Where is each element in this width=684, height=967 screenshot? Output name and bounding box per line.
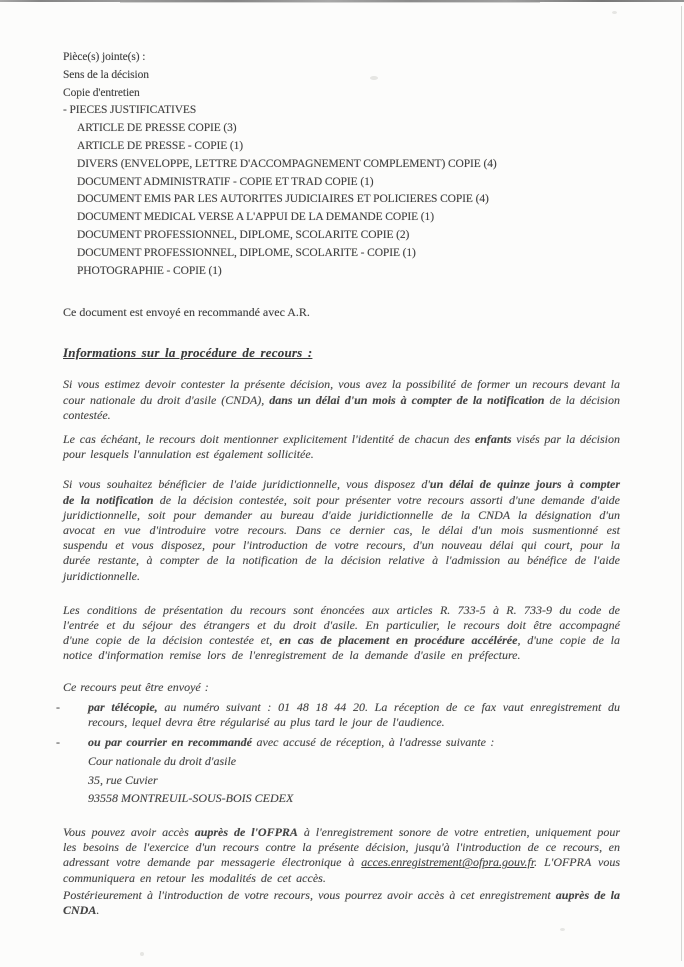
- text-segment: par télécopie,: [88, 699, 158, 714]
- email-address: acces.enregistrement@ofpra.gouv.fr: [361, 855, 535, 870]
- text-segment: Les conditions de présentation du recours sont énoncées aux articles R. 733-5 à R. 733-9 du code de l'entrée et du séjour des étrangers et du droit d'asile. En particulier, le recours doit être accompagné d'une copie de la décision contestée et,: [63, 602, 620, 648]
- scan-smudge: [560, 928, 565, 931]
- attachments-list: [63, 67, 620, 281]
- text-segment: un délai de quinze jours à compter de la notification: [63, 477, 620, 507]
- text-segment: à l'enregistrement sonore de votre entretien, uniquement pour les besoins de l'exercice d'un recours contre la présente décision, jusqu'à l'introduction de ce recours, en adressant votre demande par messagerie électronique à: [63, 824, 620, 870]
- envoi-intro: Ce recours peut être envoyé :: [63, 679, 209, 694]
- attachment-line: ARTICLE DE PRESSE COPIE (3): [77, 122, 237, 135]
- attachments-label: Pièce(s) jointe(s) :: [63, 51, 146, 63]
- courrier-text: [88, 735, 620, 750]
- attachments-section: [63, 49, 620, 280]
- text-segment: Postérieurement à l'introduction de votre recours, vous pourrez avoir accès à cet enregistrement: [63, 887, 556, 902]
- paragraph-enfants: [63, 432, 620, 462]
- text-segment: de la décision contestée.: [63, 392, 620, 422]
- dash-marker: -: [56, 699, 60, 714]
- attachment-line: - PIECES JUSTIFICATIVES: [63, 104, 197, 117]
- document-content: [56, 49, 620, 918]
- text-segment: auprès de la CNDA: [63, 887, 620, 917]
- envoi-item-courrier: [56, 735, 620, 750]
- scan-artifact-right-edge: [681, 6, 682, 961]
- scan-artifact-top-edge-secondary: [120, 2, 540, 3]
- text-segment: en cas de placement en procédure accélérée: [279, 633, 518, 648]
- attachment-line: DOCUMENT MEDICAL VERSE A L'APPUI DE LA DEMANDE COPIE (1): [77, 211, 434, 224]
- address-line: Cour nationale du droit d'asile: [88, 754, 237, 769]
- text-segment: enfants: [474, 431, 512, 446]
- text-segment: Si vous estimez devoir contester la présente décision, vous avez la possibilité de former un recours devant la cour nationale du droit d'asile (CNDA),: [63, 377, 620, 407]
- text-segment: , d'une copie de la notice d'information remise lors de l'enregistrement de la demande d'asile en préfecture.: [63, 633, 620, 663]
- cnda-address: [88, 752, 620, 808]
- scan-smudge: [612, 11, 617, 14]
- text-segment: ou par courrier en recommandé: [88, 735, 253, 750]
- attachment-line: Copie d'entretien: [63, 86, 140, 99]
- address-line: 93558 MONTREUIL-SOUS-BOIS CEDEX: [88, 791, 294, 806]
- text-segment: . L'OFPRA vous communiquera en retour les modalités de cet accès.: [63, 855, 620, 885]
- text-segment: au numéro suivant : 01 48 18 44 20. La réception de ce fax vaut enregistrement du recours, lequel devra être régularisé au plus tard le jour de l'audience.: [88, 699, 620, 730]
- attachment-line: DOCUMENT PROFESSIONNEL, DIPLOME, SCOLARITE COPIE (2): [77, 228, 410, 241]
- text-segment: de la décision contestée, soit pour présenter votre recours assorti d'une demande d'aide juridictionnelle, soit pour demander au bureau d'aide juridictionnelle de la CNDA la désignation d'un avocat en vue d'introduire votre recours. Dans ce dernier cas, le délai d'un mois susmentionné est suspendu et vous disposez, pour l'introduction de votre recours, d'un nouveau délai qui court, pour la durée restante, à compter de la notification de la décision relative à l'admission au bénéfice de l'aide juridictionnelle.: [63, 492, 620, 583]
- text-segment: .: [96, 902, 100, 917]
- address-line: 35, rue Cuvier: [88, 772, 158, 787]
- attachment-line: DOCUMENT PROFESSIONNEL, DIPLOME, SCOLARITE - COPIE (1): [77, 246, 416, 259]
- text-segment: dans un délai d'un mois à compter de la notification: [269, 392, 545, 407]
- attachment-line: Sens de la décision: [63, 68, 149, 81]
- fax-text: [88, 700, 620, 730]
- paragraph-delai-recours: [63, 377, 620, 423]
- attachment-line: DOCUMENT EMIS PAR LES AUTORITES JUDICIAIRES ET POLICIERES COPIE (4): [77, 193, 489, 206]
- attachment-line: ARTICLE DE PRESSE - COPIE (1): [77, 139, 244, 152]
- attachment-line: DOCUMENT ADMINISTRATIF - COPIE ET TRAD COPIE (1): [77, 175, 374, 188]
- scan-smudge: [140, 952, 144, 956]
- envoi-item-fax: [56, 699, 620, 730]
- text-segment: visés par la décision pour lesquels l'annulation est également sollicitée.: [63, 431, 620, 462]
- paragraph-acces-cnda: [63, 888, 620, 918]
- paragraph-conditions-presentation: [63, 603, 620, 664]
- attachment-line: DIVERS (ENVELOPPE, LETTRE D'ACCOMPAGNEMENT COMPLEMENT) COPIE (4): [77, 157, 497, 170]
- text-segment: Si vous souhaitez bénéficier de l'aide juridictionnelle, vous disposez d': [63, 477, 430, 492]
- paragraph-aide-juridictionnelle: [63, 477, 620, 583]
- dash-marker: -: [56, 735, 60, 750]
- sent-note: Ce document est envoyé en recommandé avec A.R.: [63, 305, 310, 320]
- text-segment: auprès de l'OFPRA: [194, 824, 298, 839]
- text-segment: avec accusé de réception, à l'adresse suivante :: [252, 735, 495, 750]
- paragraph-acces-ofpra: [63, 825, 620, 886]
- recourse-heading: Informations sur la procédure de recours :: [63, 345, 313, 361]
- text-segment: Vous pouvez avoir accès: [63, 824, 195, 839]
- attachment-line: PHOTOGRAPHIE - COPIE (1): [77, 264, 222, 277]
- text-segment: Le cas échéant, le recours doit mentionner explicitement l'identité de chacun des: [63, 431, 475, 446]
